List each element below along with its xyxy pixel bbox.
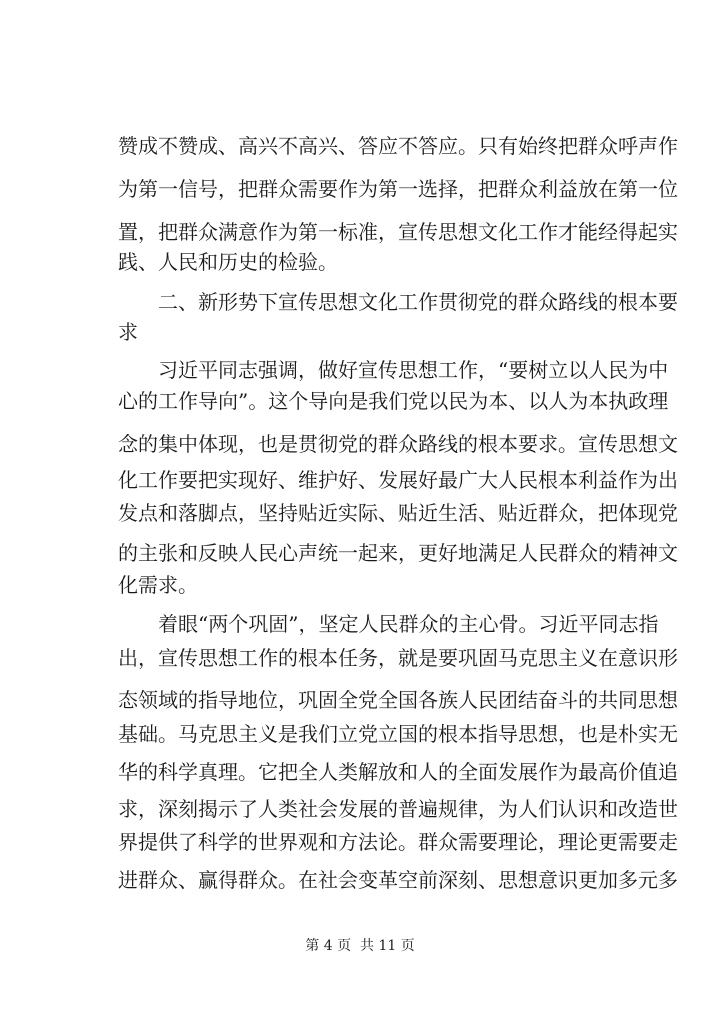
text-line: 着眼“两个巩固”，坚定人民群众的主心骨。习近平同志指	[158, 612, 659, 636]
text-line: 态领域的指导地位，巩固全党全国各族人民团结奋斗的共同思想	[118, 688, 678, 712]
text-line: 赞成不赞成、高兴不高兴、答应不答应。只有始终把群众呼声作	[118, 134, 678, 158]
text-line: 发点和落脚点，坚持贴近实际、贴近生活、贴近群众，把体现党	[118, 501, 678, 525]
text-line: 华的科学真理。它把全人类解放和人的全面发展作为最高价值追	[118, 760, 678, 784]
text-line: 化工作要把实现好、维护好、发展好最广大人民根本利益作为出	[118, 468, 678, 492]
text-line: 界提供了科学的世界观和方法论。群众需要理论，理论更需要走	[118, 830, 678, 854]
text-line: 出，宣传思想工作的根本任务，就是要巩固马克思主义在意识形	[118, 646, 678, 670]
text-line: 念的集中体现，也是贯彻党的群众路线的根本要求。宣传思想文	[118, 432, 678, 456]
page-indicator: 第 4 页 共 11 页	[305, 938, 415, 954]
text-line: 心的工作导向”。这个导向是我们党以民为本、以人为本执政理	[118, 389, 669, 413]
text-line: 进群众、赢得群众。在社会变革空前深刻、思想意识更加多元多	[118, 868, 678, 892]
text-line: 求，深刻揭示了人类社会发展的普遍规律，为人们认识和改造世	[118, 797, 678, 821]
text-line: 践、人民和历史的检验。	[118, 250, 338, 274]
text-line: 置，把群众满意作为第一标准，宣传思想文化工作才能经得起实	[118, 220, 678, 244]
text-line: 为第一信号，把群众需要作为第一选择，把群众利益放在第一位	[118, 177, 678, 201]
section-heading-line: 求	[118, 320, 138, 344]
text-line: 的主张和反映人民心声统一起来，更好地满足人民群众的精神文	[118, 541, 678, 565]
text-line: 基础。马克思主义是我们立党立国的根本指导思想，也是朴实无	[118, 722, 678, 746]
section-heading-line: 二、新形势下宣传思想文化工作贯彻党的群众路线的根本要	[158, 290, 678, 314]
text-line: 化需求。	[118, 573, 198, 597]
text-line: 习近平同志强调，做好宣传思想工作，“要树立以人民为中	[158, 358, 669, 382]
